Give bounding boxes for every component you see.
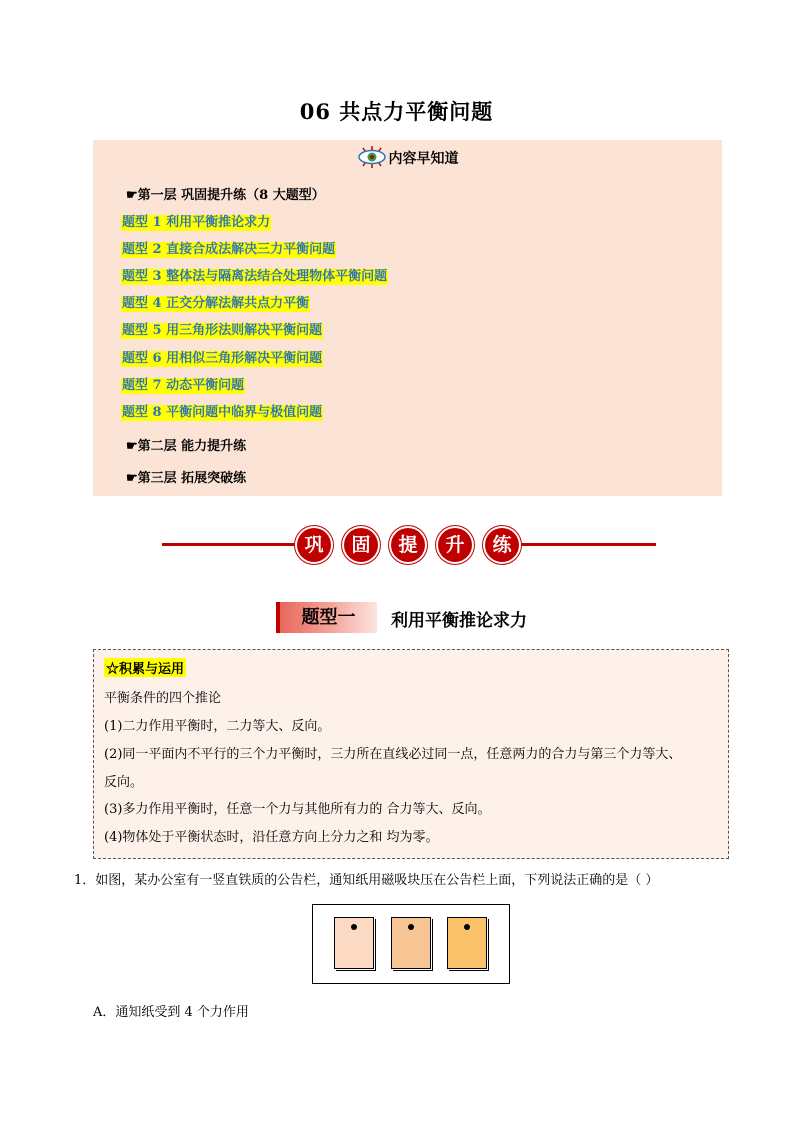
- banner-line-right: [513, 543, 656, 546]
- notice-paper: [391, 917, 431, 969]
- note-line: 平衡条件的四个推论: [104, 691, 222, 706]
- toc-item-1[interactable]: 题型 1 利用平衡推论求力: [122, 215, 271, 230]
- note-box: [93, 649, 729, 859]
- note-line: (1)二力作用平衡时，二力等大、反向。: [104, 719, 331, 734]
- magnet-dot: [351, 924, 357, 930]
- toc-header-label: 内容早知道: [388, 151, 459, 167]
- toc-level-3[interactable]: ☛第三层 拓展突破练: [126, 471, 247, 486]
- bulletin-board-figure: [312, 904, 510, 984]
- note-line: (3)多力作用平衡时，任意一个力与其他所有力的 合力等大、反向。: [104, 802, 491, 817]
- note-line: (4)物体处于平衡状态时，沿任意方向上分力之和 均为零。: [104, 830, 439, 845]
- page-title: 06 共点力平衡问题: [299, 99, 494, 124]
- toc-item-8[interactable]: 题型 8 平衡问题中临界与极值问题: [122, 405, 323, 420]
- banner-char: 练: [485, 528, 519, 562]
- banner-char: 固: [344, 528, 378, 562]
- toc-item-2[interactable]: 题型 2 直接合成法解决三力平衡问题: [122, 242, 336, 257]
- banner-char: 升: [438, 528, 472, 562]
- toc-item-5[interactable]: 题型 5 用三角形法则解决平衡问题: [122, 323, 323, 338]
- toc-item-4[interactable]: 题型 4 正交分解法解共点力平衡: [122, 296, 310, 311]
- section-title: 利用平衡推论求力: [391, 611, 527, 631]
- notice-paper: [447, 917, 487, 969]
- toc-level-2[interactable]: ☛第二层 能力提升练: [126, 439, 247, 454]
- note-line: (2)同一平面内不平行的三个力平衡时，三力所在直线必过同一点，任意两力的合力与第三个力等大、: [104, 747, 682, 762]
- toc-panel: [93, 140, 722, 496]
- toc-item-7[interactable]: 题型 7 动态平衡问题: [122, 378, 245, 393]
- toc-header: [93, 146, 722, 172]
- magnet-dot: [464, 924, 470, 930]
- note-title: ☆积累与运用: [104, 658, 186, 677]
- magnet-dot: [408, 924, 414, 930]
- option-a[interactable]: A．通知纸受到 4 个力作用: [93, 1005, 249, 1020]
- banner-char: 提: [391, 528, 425, 562]
- toc-item-3[interactable]: 题型 3 整体法与隔离法结合处理物体平衡问题: [122, 269, 388, 284]
- banner-line-left: [162, 543, 302, 546]
- eye-icon: [357, 146, 387, 172]
- note-line: 反向。: [104, 775, 144, 790]
- notice-paper: [334, 917, 374, 969]
- toc-item-6[interactable]: 题型 6 用相似三角形解决平衡问题: [122, 351, 323, 366]
- question-text: 1．如图，某办公室有一竖直铁质的公告栏，通知纸用磁吸块压在公告栏上面，下列说法正确的是（ ）: [74, 873, 659, 888]
- toc-level-1[interactable]: ☛第一层 巩固提升练（8 大题型）: [126, 188, 325, 203]
- banner-char: 巩: [297, 528, 331, 562]
- section-tag: 题型一: [276, 602, 377, 633]
